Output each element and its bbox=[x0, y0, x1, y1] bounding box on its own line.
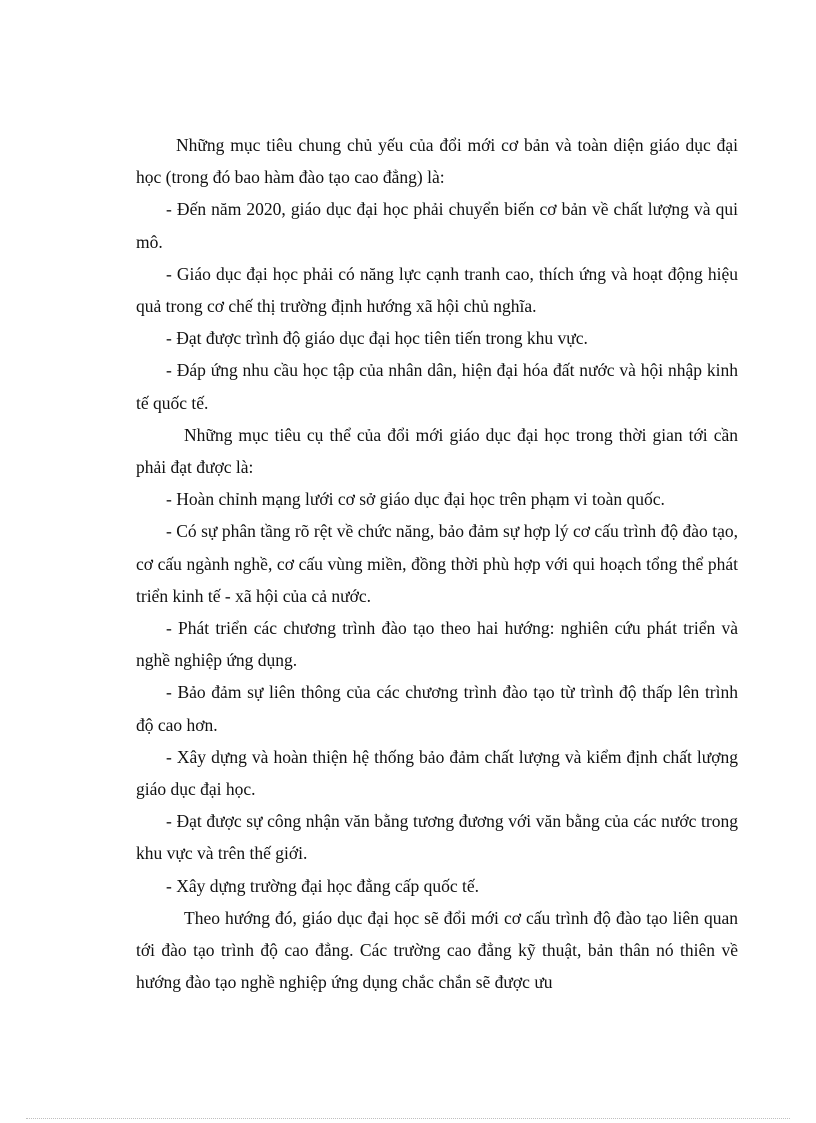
paragraph-specific-goals-intro: Những mục tiêu cụ thể của đổi mới giáo dục đại học trong thời gian tới cần phải đạt được là: bbox=[136, 424, 738, 478]
bullet-programs: - Phát triển các chương trình đào tạo theo hai hướng: nghiên cứu phát triển và nghề nghiệp ứng dụng. bbox=[136, 618, 738, 671]
bullet-goal-regional-level: - Đạt được trình độ giáo dục đại học tiên tiến trong khu vực. bbox=[166, 328, 588, 349]
page-bottom-rule bbox=[26, 1118, 790, 1119]
bullet-articulation: - Bảo đảm sự liên thông của các chương trình đào tạo từ trình độ thấp lên trình độ cao hơn. bbox=[136, 682, 738, 735]
bullet-stratification: - Có sự phân tầng rõ rệt về chức năng, bảo đảm sự hợp lý cơ cấu trình độ đào tạo, cơ cấu ngành nghề, cơ cấu vùng miền, đồng thời phù hợp với qui hoạch tổng thể phát triển kinh tế - xã hội của cả nước. bbox=[136, 521, 738, 606]
document-body bbox=[136, 129, 738, 998]
bullet-world-class: - Xây dựng trường đại học đẳng cấp quốc tế. bbox=[166, 875, 479, 896]
bullet-goal-2020: - Đến năm 2020, giáo dục đại học phải chuyển biến cơ bản về chất lượng và qui mô. bbox=[136, 199, 738, 252]
paragraph-direction: Theo hướng đó, giáo dục đại học sẽ đổi mới cơ cấu trình độ đào tạo liên quan tới đào tạo trình độ cao đẳng. Các trường cao đẳng kỹ thuật, bản thân nó thiên về hướng đào tạo nghề nghiệp ứng dụng chắc chắn sẽ được ưu bbox=[136, 907, 738, 993]
bullet-degree-recognition: - Đạt được sự công nhận văn bằng tương đương với văn bằng của các nước trong khu vực và trên thế giới. bbox=[136, 811, 738, 864]
bullet-quality-assurance: - Xây dựng và hoàn thiện hệ thống bảo đảm chất lượng và kiểm định chất lượng giáo dục đại học. bbox=[136, 746, 738, 800]
bullet-network: - Hoàn chỉnh mạng lưới cơ sở giáo dục đại học trên phạm vi toàn quốc. bbox=[166, 489, 665, 510]
bullet-goal-competitiveness: - Giáo dục đại học phải có năng lực cạnh tranh cao, thích ứng và hoạt động hiệu quả trong cơ chế thị trường định hướng xã hội chủ nghĩa. bbox=[136, 263, 738, 317]
bullet-goal-learning-needs: - Đáp ứng nhu cầu học tập của nhân dân, hiện đại hóa đất nước và hội nhập kinh tế quốc tế. bbox=[136, 360, 738, 413]
paragraph-general-goals-intro: Những mục tiêu chung chủ yếu của đổi mới cơ bản và toàn diện giáo dục đại học (trong đó bao hàm đào tạo cao đẳng) là: bbox=[136, 135, 738, 188]
